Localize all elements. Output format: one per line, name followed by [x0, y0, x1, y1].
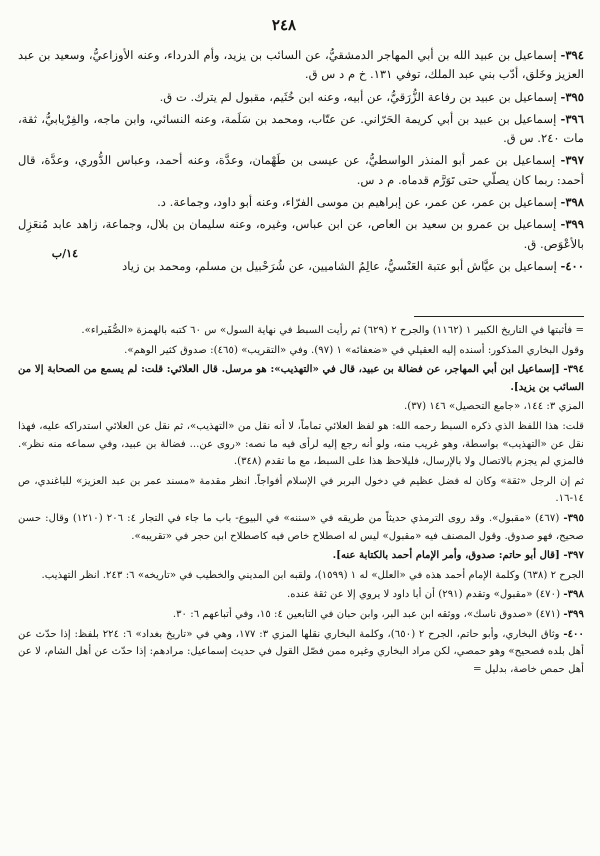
entry-text: إسماعيل بن عمر أبو المنذر الواسطيُّ، عن عيسى بن طَهْمان، وعدَّة، وعنه أحمد، وعباس الدُّوري، وعدَّة، قال أحمد: ربما كان يصلّي حتى تَوَرَّم قدماه. م د س. [18, 153, 584, 187]
footnote-heading: ٣٩٨- [563, 588, 584, 601]
entry-text: إسماعيل بن عيَّاش أبو عتبة العَنْسيُّ، عالِمُ الشاميين، عن شُرَحْبيل بن مسلم، ومحمد بن زياد [122, 258, 557, 273]
entry [18, 193, 584, 212]
footnote [18, 586, 584, 604]
main-entries [18, 46, 584, 279]
footnote-text: ثم إن الرجل «ثقة» وكان له فضل عظيم في دخول البربر في الإسلام أفواجاً. انظر مقدمة «مسند عمر بن عبد العزيز» للباغندي، ص ١٤-١٦. [18, 475, 584, 505]
footnote [18, 342, 584, 360]
footnote-text: = فأثبتها في التاريخ الكبير ١ (١١٦٢) والجرح ٢ (٦٢٩) ثم رأيت السبط في نهاية السول» س ٦٠ كتبه بالهمزة «الصُّفَيراء». [81, 325, 584, 336]
footnote [18, 567, 584, 585]
footnote-heading: ٣٩٥- [563, 511, 584, 524]
entry-number: ٤٠٠- [560, 258, 584, 273]
entry [18, 257, 584, 276]
entry [18, 46, 584, 85]
footnote-text: المزي ٣: ١٤٤، «جامع التحصيل» ١٤٦ (٣٧). [403, 401, 584, 413]
footnote-text: الجرح ٢ (٦٣٨) وكلمة الإمام أحمد هذه في «العلل» له ١ (١٥٩٩)، ولقبه ابن المديني والخطيب في «تاريخه» ٦: ٢٤٣. انظر التهذيب. [41, 569, 584, 581]
footnote [18, 626, 584, 679]
footnote [18, 547, 584, 565]
footnote [18, 473, 584, 508]
page-number: ٢٤٨ [271, 16, 297, 34]
footnote-divider [414, 316, 584, 317]
entry-text: إسماعيل بن عبيد بن رفاعة الزُّرَقيُّ، عن أبيه، وعنه ابن خُثَيم، مقبول لم يترك. ت ق. [159, 89, 557, 104]
entry-number: ٣٩٩- [560, 217, 584, 232]
footnote-text: وثاق البخاري، وأبو حاتم، الجرح ٢ (٦٥٠)، وكلمة البخاري نقلها المزي ٣: ١٧٧، وهي في «تاريخ بغداد» ٦: ٢٢٤ بلفظ: إذا حدّث عن أهل بلده فصحيح» وهو حمصي، لكن مراد البخاري وغيره ممن فصّل القول في حديث إسماعيل: مرادهم: إذا حدّث عن أهل الشام، لا عن أهل حمص خاصة، بدليل = [18, 628, 584, 675]
entry-text: إسماعيل بن عمر، عن عمر، عن إبراهيم بن موسى الفرّاء، وعنه أبو داود، وجماعة. د. [157, 195, 557, 210]
entry-number: ٣٩٥- [560, 89, 584, 104]
footnote [18, 606, 584, 624]
entry-number: ٣٩٨- [560, 195, 584, 210]
entry-number: ٣٩٦- [560, 111, 584, 126]
entry-text: إسماعيل بن عبيد الله بن أبي المهاجر الدمشقيُّ، عن السائب بن يزيد، وأم الدرداء، وعنه الأوزاعيُّ، وسعيد بن عبد العزيز وخَلق، أدّب بني عبد الملك، توفي ١٣١. خ م د س ق. [18, 48, 584, 82]
footnote [18, 510, 584, 545]
entry [18, 110, 584, 149]
footnote-heading: ٤٠٠- [563, 627, 584, 640]
entry-text: إسماعيل بن عبيد بن أبي كريمة الحَرّاني. عن عتّاب، ومحمد بن سَلَمة، وعنه النسائي، وابن ماجه، والفِرْيابيُّ، ثقة، مات ٢٤٠. س ق. [18, 111, 584, 146]
entry-text: إسماعيل بن عمرو بن سعيد بن العاص، عن ابن عباس، وغيره، وعنه سليمان بن بلال، وجماعة، زاهد عابد مُنعَزِل بالأعْوَص. ق. [18, 217, 584, 251]
entry-number: ٣٩٧- [560, 153, 585, 168]
footnotes [18, 322, 584, 680]
footnote [18, 361, 584, 396]
footnote-text: قلت: هذا اللفظ الذي ذكره السبط رحمه الله: هو لفظ العلائي تماماً، لا أنه نقل من «التهذيب»، ثم نقل عن العلائي استدراكه عليه، فهذا نقل عن «التهذيب» بواسطة، وهو غريب منه، ولو أنه رجع إليه لرأى فيه ما نصه: «روى عن... فضالة بن عبيد، وفي سماعه منه نظر». فالمزي لم يجزم بالاتصال ولا بالإرسال، فليلاحظ هذا على السبط، مع ما تقدم (٣٤٨). [18, 420, 584, 468]
entry [18, 151, 584, 190]
footnote [18, 418, 584, 471]
marginal-note: ١٤/ب [51, 247, 78, 260]
footnote-text: (٤٧٠) «مقبول» وتقدم (٢٩١) أن أبا داود لا يروي إلا عن ثقة عنده. [287, 589, 561, 601]
footnote-text: (٤٦٧) «مقبول». وقد روى الترمذي حديثاً من طريقه في «سننه» في البيوع- باب ما جاء في التجار ٤: ٢٠٦ (١٢١٠) وقال: حسن صحيح، فهو صدوق. وقول المصنف فيه «مقبول» ليس له اصطلاح خاص فيه كاصطلاح ابن حجر في «تقريبه». [18, 512, 584, 542]
footnote-heading: ٣٩٩- [563, 607, 584, 620]
footnote-heading: ٣٩٤- [إسماعيل ابن أبي المهاجر، عن فضالة بن عبيد، قال في «التهذيب»: هو مرسل. قال العلائي: قلت: لم يسمع من الصحابة إلا من السائب بن يزيد]. [18, 363, 584, 393]
footnote-text: (٤٧١) «صدوق ناسك»، ووثقه ابن عبد البر، وابن حبان في التابعين ٤: ١٥، وفي أتباعهم ٦: ٣٠. [172, 608, 561, 620]
entry-number: ٣٩٤- [560, 48, 584, 62]
entry [18, 88, 584, 107]
footnote [18, 322, 584, 340]
footnote [18, 398, 584, 416]
footnote-text: وقول البخاري المذكور: أسنده إليه العقيلي في «ضعفائه» ١ (٩٧). وفي «التقريب» (٤٦٥): صدوق كثير الوهم». [124, 344, 584, 356]
footnote-heading: ٣٩٧- [قال أبو حاتم: صدوق، وأمر الإمام أحمد بالكتابة عنه]. [332, 549, 584, 562]
entry [18, 215, 584, 254]
